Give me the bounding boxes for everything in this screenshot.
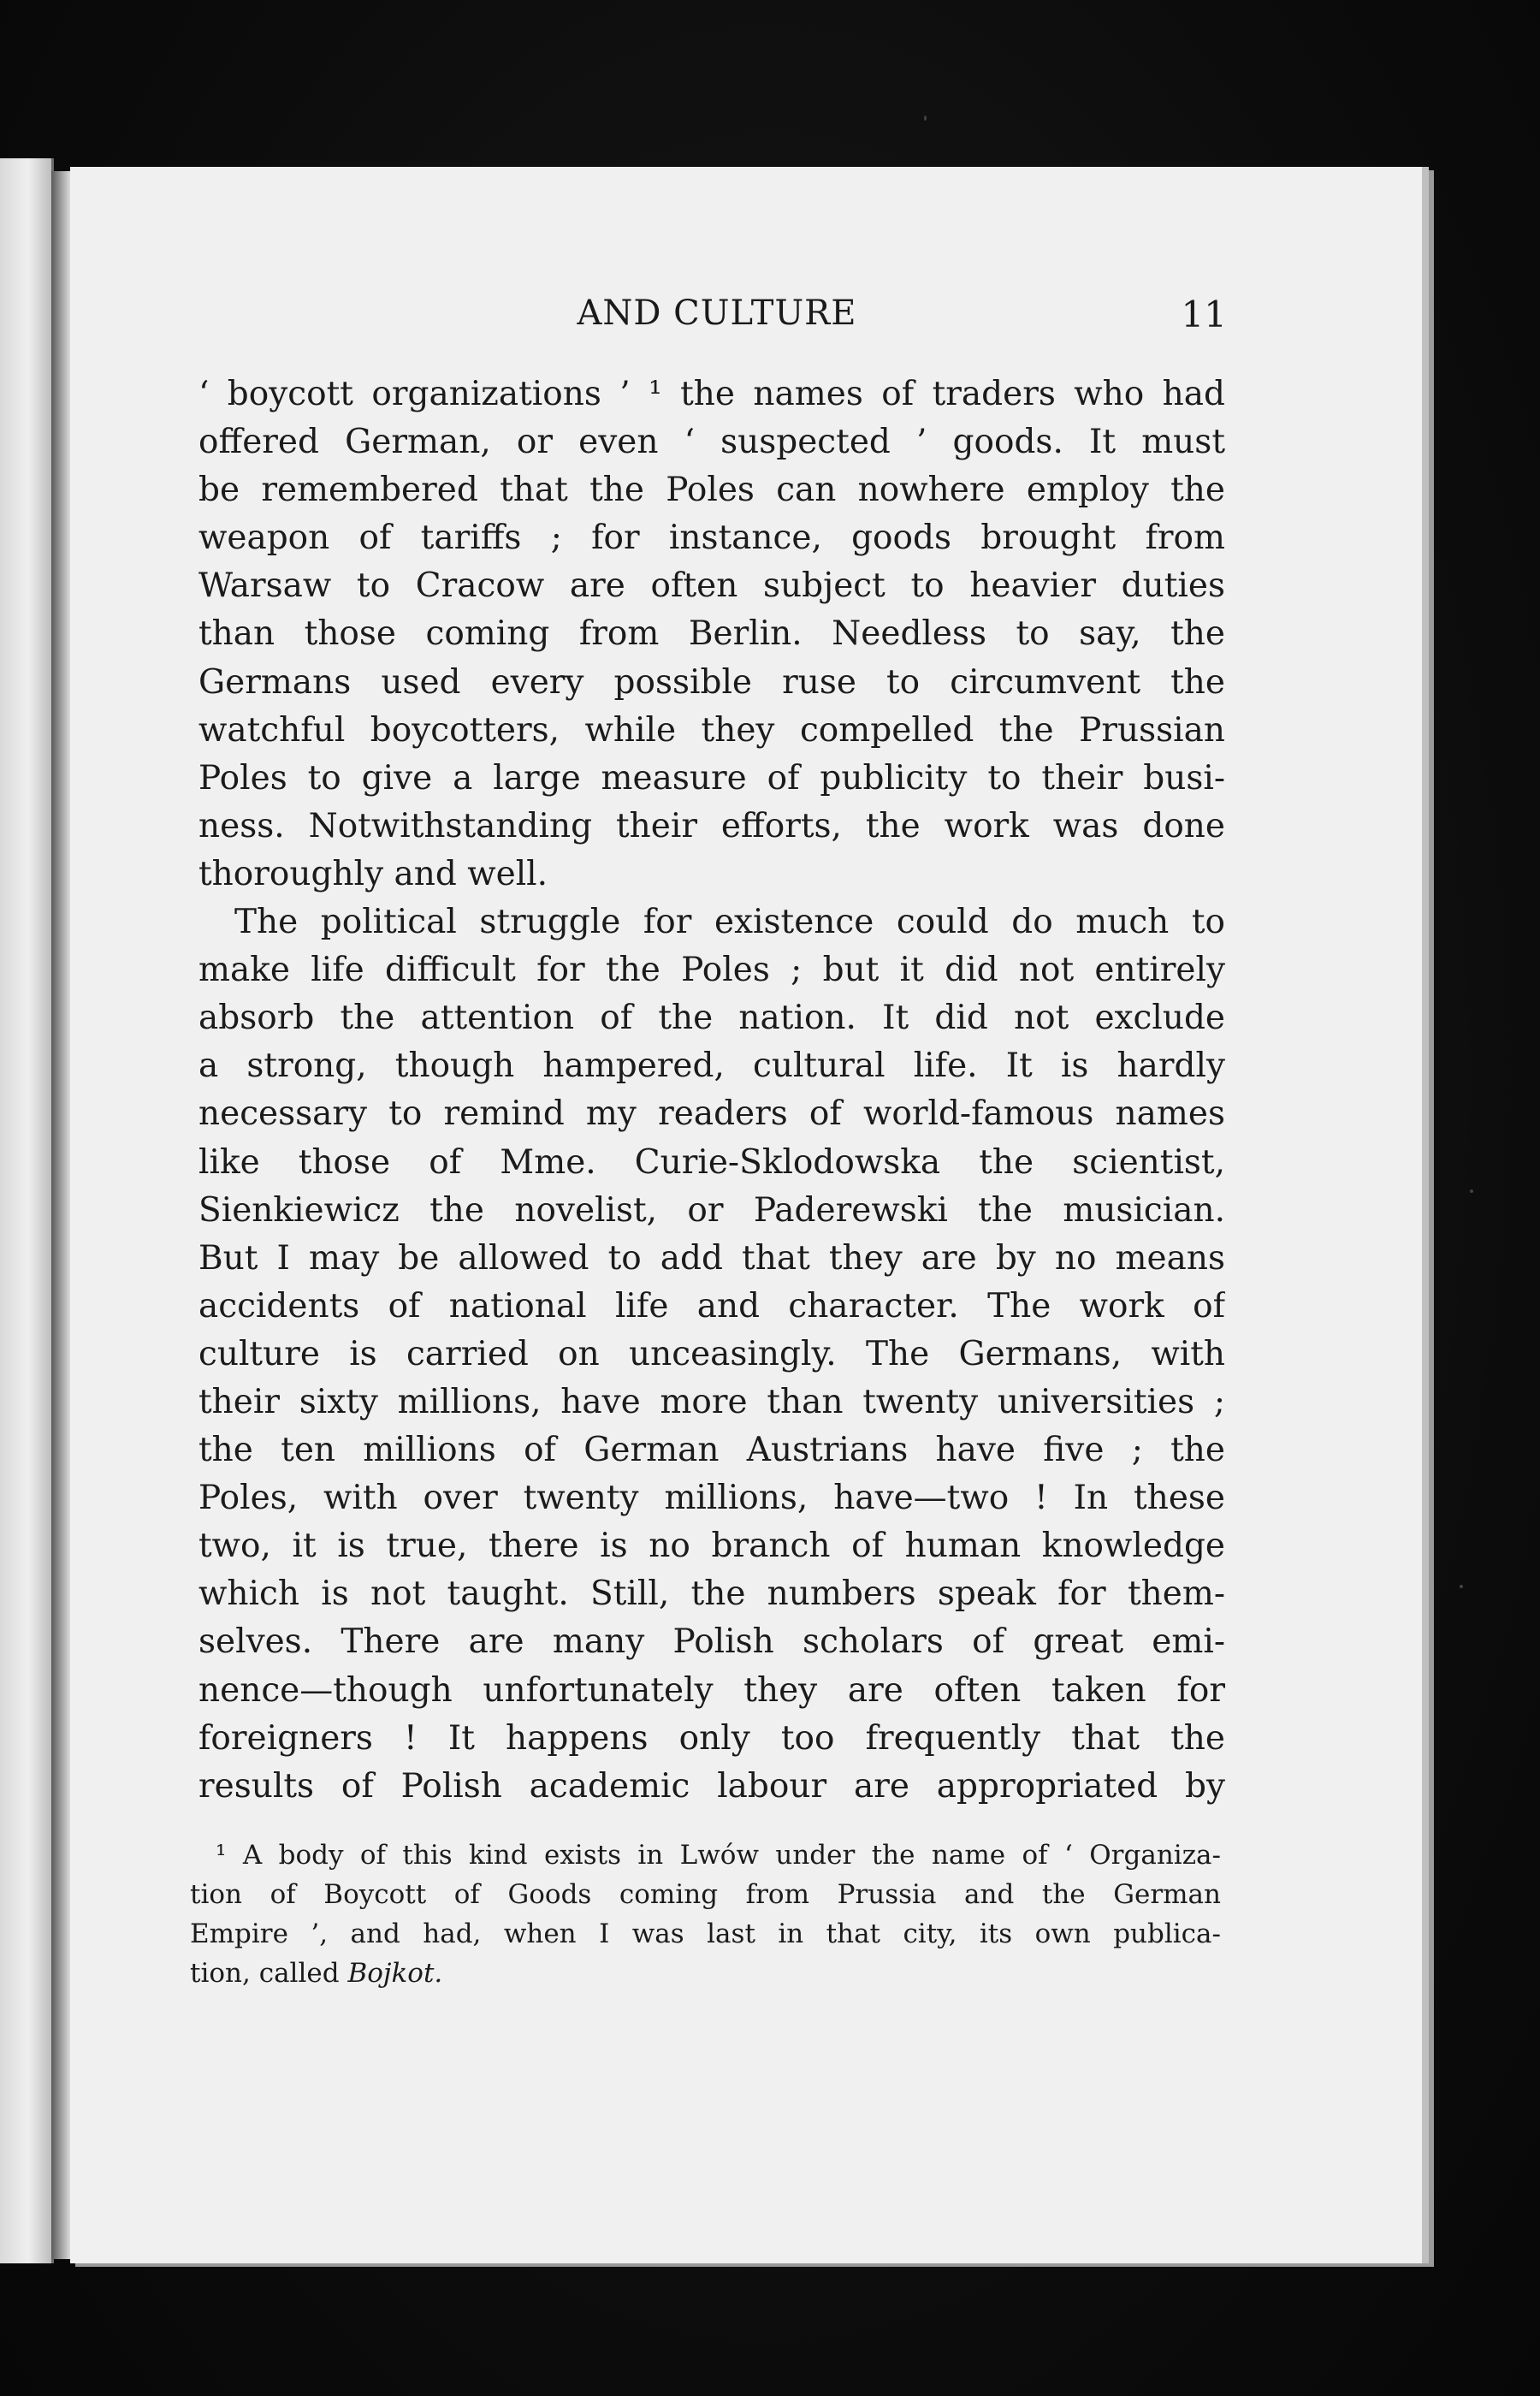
- body-line: ness. Notwithstanding their efforts, the work was done: [198, 806, 1225, 845]
- body-line: Warsaw to Cracow are often subject to heavier duties: [198, 566, 1225, 606]
- footnote-line: ¹ A body of this kind exists in Lwów under the name of ‘ Organiza-: [216, 1840, 1221, 1871]
- page-number: 11: [1181, 294, 1227, 335]
- running-head: [207, 294, 1227, 345]
- body-line: like those of Mme. Curie-Sklodowska the scientist,: [198, 1142, 1225, 1182]
- body-line: foreigners ! It happens only too frequently that the: [198, 1718, 1225, 1758]
- body-line: their sixty millions, have more than twenty universities ;: [198, 1382, 1225, 1421]
- dust-speck: [1460, 1585, 1463, 1588]
- body-line: culture is carried on unceasingly. The Germans, with: [198, 1334, 1225, 1373]
- body-line: ‘ boycott organizations ’ ¹ the names of traders who had: [198, 375, 1225, 413]
- body-line: Sienkiewicz the novelist, or Paderewski the musician.: [198, 1190, 1225, 1230]
- body-line: watchful boycotters, while they compelled the Prussian: [198, 710, 1225, 750]
- running-title: AND CULTURE: [577, 294, 857, 333]
- footnote: [190, 1836, 1221, 1993]
- footnote-text: tion, called: [190, 1958, 348, 1989]
- body-line: weapon of tariffs ; for instance, goods brought from: [198, 519, 1225, 558]
- body-line: make life difficult for the Poles ; but it did not entirely: [198, 951, 1225, 990]
- body-line: two, it is true, there is no branch of human knowledge: [198, 1527, 1225, 1566]
- book-page: [70, 167, 1429, 2263]
- footnote-publication-title: Bojkot.: [347, 1958, 443, 1989]
- dust-speck: [924, 116, 927, 121]
- footnote-line: Empire ’, and had, when I was last in that city, its own publica-: [190, 1919, 1221, 1949]
- body-line: the ten millions of German Austrians have five ; the: [198, 1431, 1225, 1470]
- body-line: which is not taught. Still, the numbers speak for them-: [198, 1575, 1225, 1614]
- body-line: Poles to give a large measure of publicity to their busi-: [198, 758, 1225, 798]
- body-line: be remembered that the Poles can nowhere employ the: [198, 471, 1225, 510]
- footnote-line-last: [190, 1954, 1221, 1993]
- body-line: selves. There are many Polish scholars of great emi-: [198, 1622, 1225, 1662]
- facing-page-edge: [0, 158, 54, 2263]
- body-line: absorb the attention of the nation. It did not exclude: [198, 999, 1225, 1038]
- body-line: results of Polish academic labour are appropriated by: [198, 1766, 1225, 1806]
- body-line: a strong, though hampered, cultural life. It is hardly: [198, 1047, 1225, 1086]
- body-line: Germans used every possible ruse to circumvent the: [198, 662, 1225, 702]
- body-line: than those coming from Berlin. Needless to say, the: [198, 614, 1225, 654]
- body-line: offered German, or even ‘ suspected ’ goods. It must: [198, 423, 1225, 462]
- body-text: [198, 371, 1225, 1811]
- body-line: necessary to remind my readers of world-famous names: [198, 1094, 1225, 1134]
- dust-speck: [1470, 1189, 1473, 1193]
- body-line: The political struggle for existence could do much to: [234, 903, 1225, 942]
- body-line: But I may be allowed to add that they are by no means: [198, 1238, 1225, 1278]
- body-line: Poles, with over twenty millions, have—two ! In these: [198, 1479, 1225, 1518]
- body-line: thoroughly and well.: [198, 854, 548, 893]
- body-line: accidents of national life and character. The work of: [198, 1286, 1225, 1326]
- body-line: nence—though unfortunately they are often taken for: [198, 1670, 1225, 1710]
- book-spine-shadow: [51, 171, 70, 2259]
- footnote-line: tion of Boycott of Goods coming from Prussia and the German: [190, 1879, 1221, 1910]
